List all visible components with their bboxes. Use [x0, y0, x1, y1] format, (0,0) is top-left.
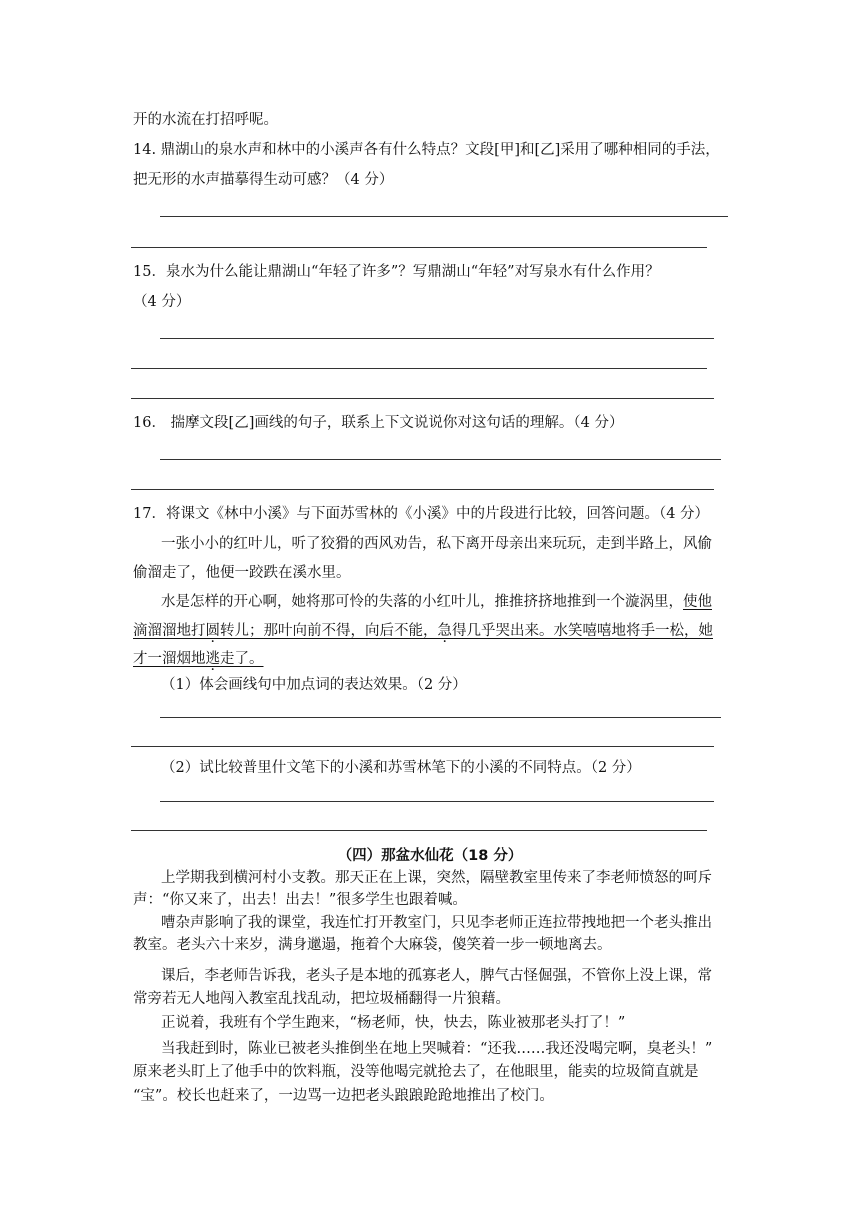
q17-passage2-line3: 才一溜烟地逃走了。: [133, 651, 264, 667]
q17-passage2-line1-a: 水是怎样的开心啊，她将那可怜的失落的小红叶儿，推推挤挤地推到一个漩涡里，: [161, 594, 683, 610]
q17-passage2-line1: [161, 592, 712, 612]
q14-text-line2: 把无形的水声描摹得生动可感？（4 分）: [133, 172, 394, 188]
story-p4: 正说着，我班有个学生跑来，“杨老师，快，快去，陈业被那老头打了！”: [161, 1015, 626, 1031]
q16-answer-line-1[interactable]: [160, 459, 721, 460]
q15-text-line2: （4 分）: [133, 294, 191, 310]
dotted-word: 打圆转: [191, 623, 235, 639]
q17-sub1-answer-line-1[interactable]: [160, 717, 721, 718]
q14-answer-line-2[interactable]: [131, 247, 707, 248]
dotted-word: 急: [437, 623, 452, 639]
q17-underlined-text: 使他: [683, 594, 712, 610]
carryover-line: 开的水流在打招呼呢。: [133, 112, 278, 128]
story-p5-line1: 当我赶到时，陈业已被老头推倒坐在地上哭喊着：“还我……我还没喝完啊，臭老头！”: [161, 1041, 713, 1057]
q14-answer-line-1[interactable]: [160, 216, 728, 217]
story-p5-line2: 原来老头盯上了他手中的饮料瓶，没等他喝完就抢去了，在他眼里，能卖的垃圾简直就是: [133, 1064, 699, 1080]
story-p2-line2: 教室。老头六十来岁，满身邋遢，拖着个大麻袋，傻笑着一步一顿地离去。: [133, 937, 612, 953]
q15-answer-line-2[interactable]: [131, 368, 707, 369]
story-p5-line3: “宝”。校长也赶来了，一边骂一边把老头踉踉跄跄地推出了校门。: [133, 1088, 554, 1104]
q15-text-line1: 15．泉水为什么能让鼎湖山“年轻了许多”？写鼎湖山“年轻”对写泉水有什么作用？: [133, 264, 660, 280]
story-p2-line1: 嘈杂声影响了我的课堂，我连忙打开教室门，只见李老师正连拉带拽地把一个老头推出: [161, 915, 712, 931]
q16-answer-line-2[interactable]: [131, 489, 714, 490]
q15-answer-line-1[interactable]: [160, 338, 714, 339]
dotted-word: 逃: [205, 651, 220, 667]
story-p1-line2: 声：“你又来了，出去！出去！”很多学生也跟着喊。: [133, 892, 467, 908]
q17-passage-line1: 一张小小的红叶儿，听了狡猾的西风劝告，私下离开母亲出来玩玩，走到半路上，风偷: [161, 536, 712, 552]
q17-sub2-answer-line-2[interactable]: [131, 830, 707, 831]
q17-sub1: （1）体会画线句中加点词的表达效果。（2 分）: [161, 677, 467, 693]
q17-text: 17．将课文《林中小溪》与下面苏雪林的《小溪》中的片段进行比较，回答问题。（4 分）: [133, 506, 710, 522]
story-p1-line1: 上学期我到横河村小支教。那天正在上课，突然，隔壁教室里传来了李老师愤怒的呵斥: [161, 870, 712, 886]
q17-sub2: （2）试比较普里什文笔下的小溪和苏雪林笔下的小溪的不同特点。（2 分）: [161, 760, 641, 776]
q17-sub1-answer-line-2[interactable]: [131, 746, 714, 747]
story-p3-line1: 课后，李老师告诉我，老头子是本地的孤寡老人，脾气古怪倔强，不管你上没上课，常: [161, 968, 712, 984]
q17-sub2-answer-line-1[interactable]: [160, 801, 714, 802]
story-p3-line2: 常旁若无人地闯入教室乱找乱动，把垃圾桶翻得一片狼藉。: [133, 991, 510, 1007]
section-heading: （四）那盆水仙花（18 分）: [337, 848, 523, 864]
q14-text-line1: 14. 鼎湖山的泉水声和林中的小溪声各有什么特点？文段[甲]和[乙]采用了哪种相同的手法，: [133, 142, 720, 158]
q17-passage2-line2: 滴溜溜地打圆转儿；那叶向前不得，向后不能，急得几乎哭出来。水笑嘻嘻地将手一松，她: [133, 623, 713, 639]
q15-answer-line-3[interactable]: [131, 398, 714, 399]
q16-text: 16． 揣摩文段[乙]画线的句子，联系上下文说说你对这句话的理解。（4 分）: [133, 415, 624, 431]
q17-passage-line2: 偷溜走了，他便一跤跌在溪水里。: [133, 565, 351, 581]
